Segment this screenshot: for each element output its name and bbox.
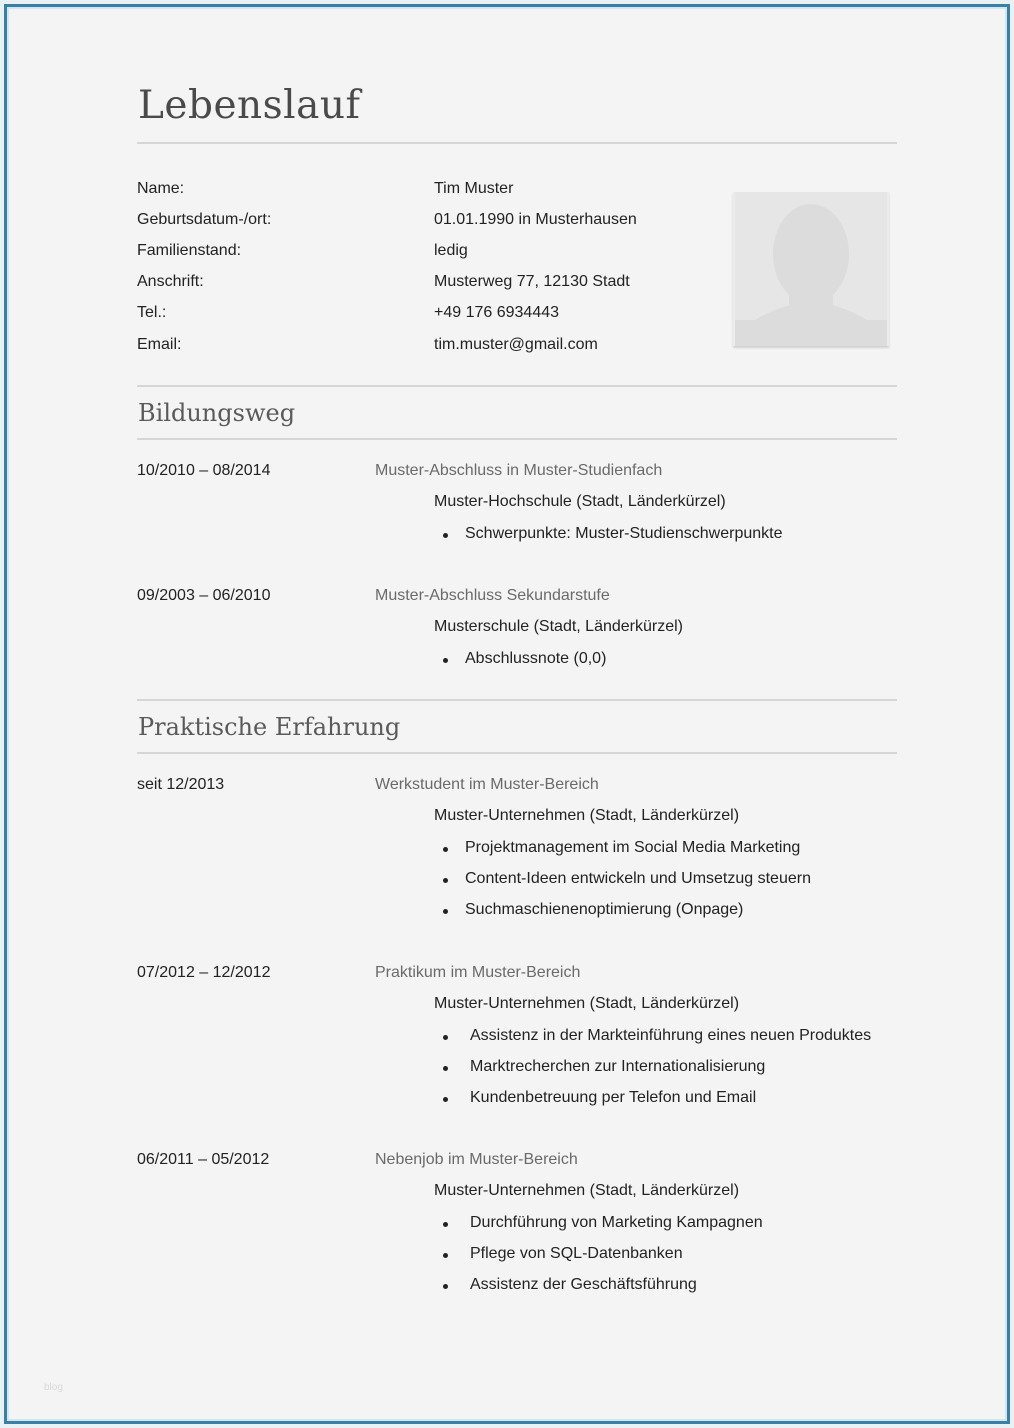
section-divider (137, 752, 897, 754)
bullet-icon (443, 878, 448, 883)
document-title: Lebenslauf (138, 83, 361, 128)
info-value-phone: +49 176 6934443 (434, 304, 560, 321)
info-label-birth: Geburtsdatum-/ort: (137, 211, 272, 228)
entry-date: 07/2012 – 12/2012 (137, 964, 271, 981)
entry-organization: Muster-Unternehmen (Stadt, Länderkürzel) (434, 807, 740, 824)
section-divider (137, 438, 897, 440)
info-label-phone: Tel.: (137, 304, 167, 321)
entry-role: Muster-Abschluss in Muster-Studienfach (375, 462, 663, 479)
entry-date: 09/2003 – 06/2010 (137, 587, 271, 604)
entry-organization: Muster-Hochschule (Stadt, Länderkürzel) (434, 493, 726, 510)
bullet-icon (443, 533, 448, 538)
bullet-icon (443, 658, 448, 663)
entry-organization: Muster-Unternehmen (Stadt, Länderkürzel) (434, 995, 740, 1012)
cv-page: Lebenslauf Name: Tim Muster Geburtsdatum-/ort: 01.01.1990 in Musterhausen Familienstand: ledig Anschrift: Musterweg 77, 12130 Stadt Tel.: +49 176 6934443 Email: tim.muster@gmail.com Bildungsweg 10/2010 – 08/2014 Muster-Abschluss in Muster-Studienfach Muster-Hochschule (Stadt, Länderkürzel) Schwerpunkte: Muster-Studienschwerpunkte 09/2003 – 06/2010 Muster-Abschluss Sekundarstufe Musterschule (Stadt, Länderkürzel) Abschlussnote (0,0) Praktische Erfahrung seit 12/2013 Werkstudent im Muster-Bereich Muster-Unternehmen (Stadt, Länderkürzel) Projektmanagement im Social Media Marketing Content-Ideen entwickeln und Umsetzug steuern Suchmaschienenoptimierung (Onpage) 07/2012 – 12/2012 Praktikum im Muster-Bereich Muster-Unternehmen (Stadt, Länderkürzel) Assistenz in der Markteinführung eines neuen Produktes Marktrecherchen zur Internationalisierung Kundenbetreuung per Telefon und Email 06/2011 – 05/2012 Nebenjob im Muster-Bereich Muster-Unternehmen (Stadt, Länderkürzel) Durchführung von Marketing Kampagnen Pflege von SQL-Datenbanken Assistenz der Geschäftsführung blog (7, 7, 1007, 1421)
info-label-status: Familienstand: (137, 242, 242, 259)
info-label-email: Email: (137, 336, 182, 353)
profile-photo (733, 192, 889, 346)
entry-date: seit 12/2013 (137, 776, 225, 793)
info-label-name: Name: (137, 180, 185, 197)
entry-organization: Musterschule (Stadt, Länderkürzel) (434, 618, 683, 635)
watermark: blog (44, 1382, 63, 1393)
info-value-birth: 01.01.1990 in Musterhausen (434, 211, 637, 228)
entry-role: Muster-Abschluss Sekundarstufe (375, 587, 610, 604)
section-title-education: Bildungsweg (138, 399, 296, 427)
info-value-name: Tim Muster (434, 180, 514, 197)
person-silhouette-icon (735, 192, 887, 346)
entry-organization: Muster-Unternehmen (Stadt, Länderkürzel) (434, 1182, 740, 1199)
info-value-address: Musterweg 77, 12130 Stadt (434, 273, 630, 290)
bullet-icon (443, 1066, 448, 1071)
bullet-icon (443, 1097, 448, 1102)
bullet-icon (443, 1035, 448, 1040)
section-title-experience: Praktische Erfahrung (138, 713, 401, 741)
document-frame (4, 4, 1010, 1424)
title-divider (137, 142, 897, 144)
entry-role: Praktikum im Muster-Bereich (375, 964, 581, 981)
entry-role: Nebenjob im Muster-Bereich (375, 1151, 578, 1168)
info-label-address: Anschrift: (137, 273, 204, 290)
bullet-icon (443, 1222, 448, 1227)
entry-role: Werkstudent im Muster-Bereich (375, 776, 599, 793)
section-divider (137, 385, 897, 387)
bullet-icon (443, 909, 448, 914)
entry-date: 10/2010 – 08/2014 (137, 462, 271, 479)
bullet-icon (443, 847, 448, 852)
info-value-email: tim.muster@gmail.com (434, 336, 598, 353)
bullet-icon (443, 1253, 448, 1258)
bullet-icon (443, 1284, 448, 1289)
entry-date: 06/2011 – 05/2012 (137, 1151, 270, 1168)
info-value-status: ledig (434, 242, 468, 259)
section-divider (137, 699, 897, 701)
